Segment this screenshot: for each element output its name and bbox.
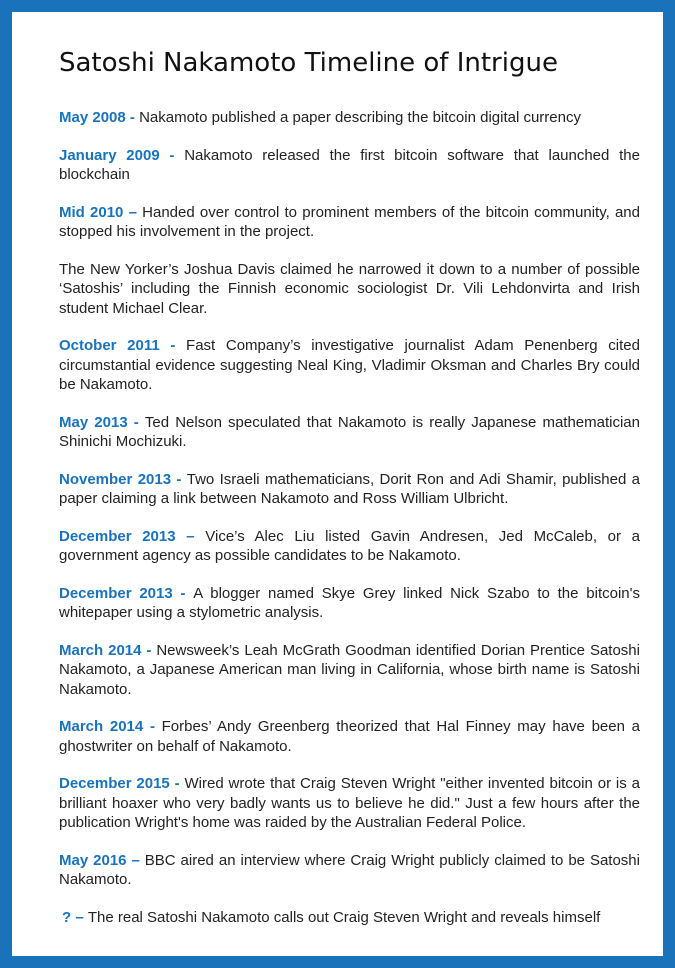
entry-date: ?: [62, 908, 72, 926]
timeline-document: [59, 40, 640, 945]
page-title: Satoshi Nakamoto Timeline of Intrigue: [59, 48, 558, 78]
entry-text: Fast Company’s investigative journalist Adam Penenberg cited circumstantial evidence suggesting Neal King, Vladimir Oksman and Charles Bry could be Nakamoto.: [59, 337, 640, 393]
entry-separator: -: [171, 470, 187, 488]
entry-text: Nakamoto published a paper describing the bitcoin digital currency: [139, 109, 581, 126]
entry-text: Vice’s Alec Liu listed Gavin Andresen, Jed McCaleb, or a government agency as possible candidates to be Nakamoto.: [59, 527, 640, 564]
timeline-entry: [59, 584, 640, 623]
timeline-entry: [59, 413, 640, 452]
timeline-entry: [59, 641, 640, 700]
timeline-entry-final: [59, 908, 640, 928]
entry-text: The real Satoshi Nakamoto calls out Craig Steven Wright and reveals himself: [87, 908, 601, 926]
entry-date: January 2009: [59, 146, 160, 164]
entry-date: May 2008: [59, 109, 126, 126]
entry-text: Ted Nelson speculated that Nakamoto is really Japanese mathematician Shinichi Mochizuki.: [59, 413, 640, 450]
timeline-entry: [59, 774, 640, 833]
entry-text: Handed over control to prominent members of the bitcoin community, and stopped his involvement in the project.: [59, 203, 640, 240]
entry-separator: -: [125, 109, 140, 126]
entry-separator: –: [71, 908, 88, 926]
entry-separator: -: [169, 775, 185, 792]
timeline-entry: [59, 108, 640, 128]
entry-separator: –: [175, 527, 206, 545]
entry-date: November 2013: [59, 470, 172, 488]
timeline-entry: [59, 851, 640, 890]
entry-date: December 2013: [59, 527, 176, 545]
entry-text: BBC aired an interview where Craig Wright publicly claimed to be Satoshi Nakamoto.: [59, 851, 640, 888]
timeline-entry: [59, 527, 640, 566]
entry-separator: –: [126, 851, 145, 869]
entry-text: Newsweek’s Leah McGrath Goodman identified Dorian Prentice Satoshi Nakamoto, a Japanese American man living in California, whose birth name is Satoshi Nakamoto.: [59, 641, 640, 698]
entry-date: March 2014: [59, 641, 142, 659]
entry-separator: –: [123, 203, 143, 221]
timeline-entry: [59, 336, 640, 395]
entry-text: Two Israeli mathematicians, Dorit Ron and Adi Shamir, published a paper claiming a link between Nakamoto and Ross William Ulbricht.: [59, 470, 640, 507]
entry-date: May 2013: [59, 413, 128, 431]
entry-text: Nakamoto released the first bitcoin software that launched the blockchain: [59, 146, 640, 183]
entry-date: December 2013: [59, 584, 173, 602]
entry-separator: -: [159, 337, 187, 354]
entry-date: May 2016: [59, 851, 127, 869]
entry-separator: -: [141, 641, 157, 659]
entry-text: Forbes’ Andy Greenberg theorized that Hal Finney may have been a ghostwriter on behalf of Nakamoto.: [59, 718, 640, 755]
entry-date: Mid 2010: [59, 203, 124, 221]
entry-text: A blogger named Skye Grey linked Nick Szabo to the bitcoin's whitepaper using a stylometric analysis.: [59, 584, 640, 621]
entry-date: October 2011: [59, 337, 160, 354]
timeline-entry: [59, 203, 640, 242]
timeline-entry: [59, 717, 640, 756]
entry-date: December 2015: [59, 775, 170, 792]
entry-date: March 2014: [59, 718, 144, 735]
timeline-entry: [59, 146, 640, 185]
entry-text: The New Yorker’s Joshua Davis claimed he narrowed it down to a number of possible ‘Satoshis’ including the Finnish economic sociologist Dr. Vili Lehdonvirta and Irish student Michael Clear.: [59, 260, 640, 317]
timeline-entry: [59, 470, 640, 509]
timeline-entry: [59, 260, 640, 319]
entry-separator: -: [127, 413, 145, 431]
entry-text: Wired wrote that Craig Steven Wright "either invented bitcoin or is a brilliant hoaxer who very badly wants us to believe he did." Just a few hours after the publication Wright's home was raided by the Australian Federal Police.: [59, 775, 640, 831]
entry-separator: -: [143, 718, 162, 735]
entry-separator: -: [159, 146, 185, 164]
entry-separator: -: [172, 584, 194, 602]
